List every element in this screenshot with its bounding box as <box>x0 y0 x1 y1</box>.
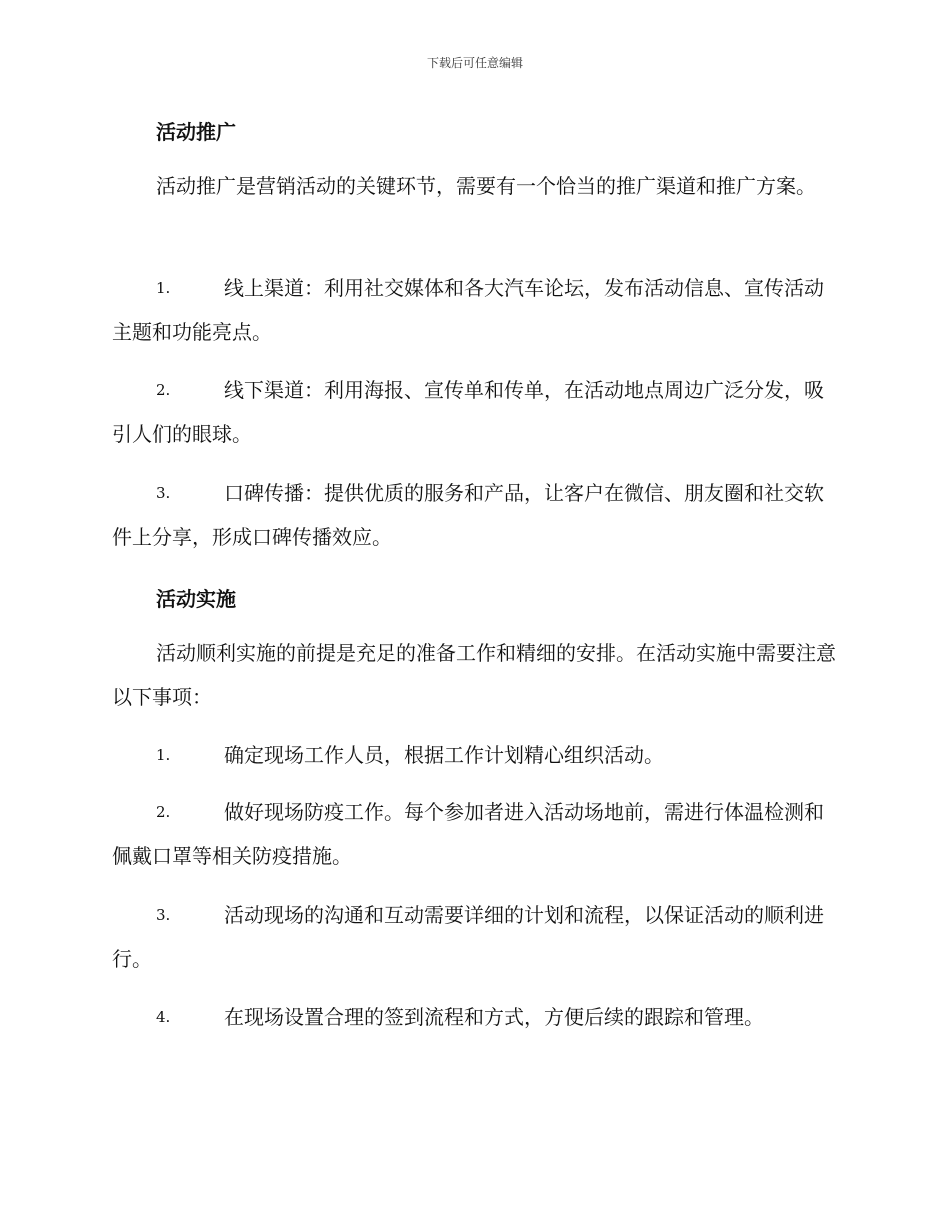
list-number: 1. <box>156 746 171 764</box>
list-number: 3. <box>156 484 171 502</box>
section-intro-promotion <box>112 164 836 208</box>
intro-paragraph: 活动顺利实施的前提是充足的准备工作和精细的安排。在活动实施中需要注意以下事项： <box>112 641 836 709</box>
list-item <box>112 471 836 559</box>
list-item <box>112 995 836 1039</box>
list-number: 1. <box>156 279 171 297</box>
list-text: 确定现场工作人员，根据工作计划精心组织活动。 <box>224 743 664 767</box>
list-number: 2. <box>156 381 171 399</box>
section-intro-implementation <box>112 631 836 719</box>
list-item <box>112 368 836 456</box>
list-number: 2. <box>156 803 171 821</box>
section-heading-promotion: 活动推广 <box>156 120 236 144</box>
list-text: 线上渠道：利用社交媒体和各大汽车论坛，发布活动信息、宣传活动主题和功能亮点。 <box>112 276 824 344</box>
header-note: 下载后可任意编辑 <box>426 56 523 70</box>
list-item <box>112 733 836 777</box>
list-text: 活动现场的沟通和互动需要详细的计划和流程，以保证活动的顺利进行。 <box>112 903 824 971</box>
list-text: 做好现场防疫工作。每个参加者进入活动场地前，需进行体温检测和佩戴口罩等相关防疫措施。 <box>112 800 824 868</box>
list-item <box>112 790 836 878</box>
list-number: 4. <box>156 1008 171 1026</box>
list-text: 在现场设置合理的签到流程和方式，方便后续的跟踪和管理。 <box>224 1005 764 1029</box>
list-text: 线下渠道：利用海报、宣传单和传单，在活动地点周边广泛分发，吸引人们的眼球。 <box>112 378 824 446</box>
section-heading-implementation: 活动实施 <box>156 587 236 611</box>
list-text: 口碑传播：提供优质的服务和产品，让客户在微信、朋友圈和社交软件上分享，形成口碑传播效应。 <box>112 481 824 549</box>
list-number: 3. <box>156 906 171 924</box>
intro-paragraph: 活动推广是营销活动的关键环节，需要有一个恰当的推广渠道和推广方案。 <box>156 174 816 198</box>
list-item <box>112 893 836 981</box>
list-item <box>112 266 836 354</box>
